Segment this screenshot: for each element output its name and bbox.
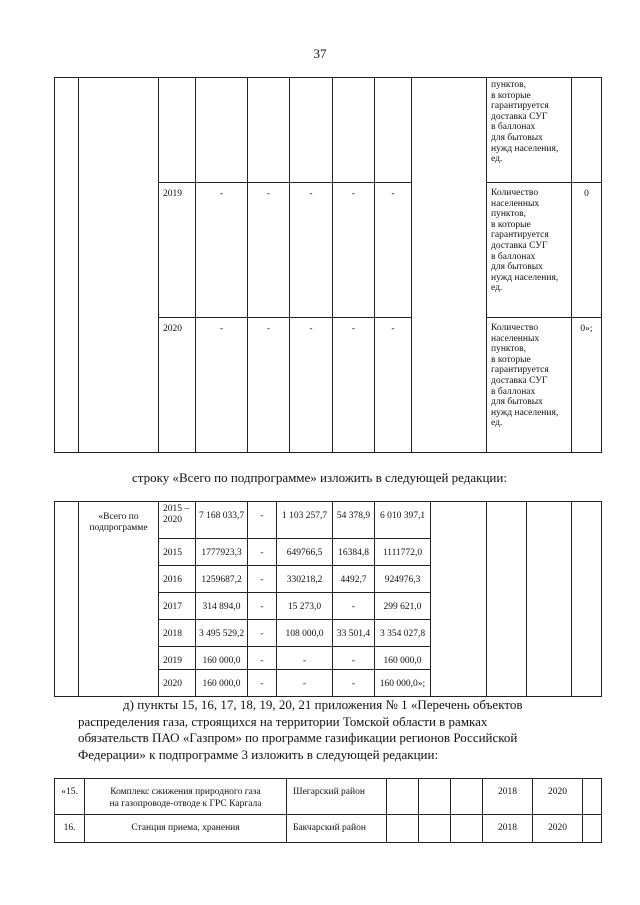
paragraph-line: Федерации» к подпрограмме 3 изложить в следующей редакции:	[78, 746, 439, 762]
year-cell: 2017	[159, 593, 196, 620]
amount-other: 3 354 027,8	[375, 620, 431, 647]
paragraph-line: распределения газа, строящихся на территории Томской области в рамках	[78, 713, 488, 729]
target-value: 0»;	[572, 318, 602, 453]
value-cell: -	[248, 183, 290, 318]
value-cell: -	[290, 183, 333, 318]
empty-cell	[527, 502, 572, 697]
amount-local: -	[333, 647, 375, 670]
value-cell: -	[375, 183, 412, 318]
start-year: 2018	[483, 779, 533, 815]
empty-cell	[451, 815, 483, 843]
empty-cell	[196, 78, 248, 183]
indicator-cell	[487, 78, 572, 183]
year-cell: 2015	[159, 539, 196, 566]
amount-local: -	[333, 593, 375, 620]
amount-other: 1111772,0	[375, 539, 431, 566]
amount-local: 4492,7	[333, 566, 375, 593]
empty-cell	[387, 779, 419, 815]
year-cell	[159, 502, 196, 539]
amount-total: 160 000,0	[196, 647, 248, 670]
object-name	[85, 779, 287, 815]
end-year: 2020	[533, 779, 583, 815]
empty-cell	[487, 502, 527, 697]
empty-cell	[419, 779, 451, 815]
name-line: на газопроводе-отводе к ГРС Каргала	[109, 798, 262, 809]
amount-other: 160 000,0	[375, 647, 431, 670]
amount-federal: -	[248, 593, 277, 620]
amount-regional: 330218,2	[277, 566, 333, 593]
table-row	[55, 779, 602, 815]
amount-regional: 15 273,0	[277, 593, 333, 620]
year-cell: 2018	[159, 620, 196, 647]
value-cell: -	[196, 318, 248, 453]
item-number: 16.	[55, 815, 85, 843]
indicator-line: нужд населения,	[491, 143, 559, 154]
subprogram-indicators-table	[54, 77, 602, 453]
indicator-line: ед.	[491, 283, 503, 294]
indicator-cell	[487, 183, 572, 318]
paragraph-line: обязательств ПАО «Газпром» по программе газификации регионов Российской	[78, 730, 518, 745]
page-number: 37	[313, 46, 327, 61]
start-year: 2018	[483, 815, 533, 843]
total-label	[79, 502, 159, 697]
indicator-line: для бытовых	[491, 132, 543, 143]
amount-federal: -	[248, 670, 277, 697]
district-cell: Шегарский район	[287, 779, 387, 815]
indicator-line: доставка СУГ	[491, 240, 548, 251]
end-year: 2020	[533, 815, 583, 843]
indicator-line: гарантируется	[491, 230, 549, 241]
indicator-line: гарантируется	[491, 101, 549, 112]
amount-regional: -	[277, 670, 333, 697]
indicator-line: нужд населения,	[491, 407, 559, 418]
indicator-line: пунктов,	[491, 344, 527, 355]
amount-other: 160 000,0»;	[375, 670, 431, 697]
amount-total: 1259687,2	[196, 566, 248, 593]
amount-regional: -	[277, 647, 333, 670]
empty-cell	[387, 815, 419, 843]
paragraph-line: д) пункты 15, 16, 17, 18, 19, 20, 21 приложения № 1 «Перечень объектов	[123, 697, 523, 712]
indicator-line: ед.	[491, 154, 503, 165]
empty-cell	[290, 78, 333, 183]
table-row	[55, 815, 602, 843]
district-cell: Бакчарский район	[287, 815, 387, 843]
indicator-line: в которые	[491, 90, 531, 101]
amount-local: 33 501,4	[333, 620, 375, 647]
indicator-line: в которые	[491, 219, 531, 230]
empty-cell	[583, 815, 602, 843]
value-cell: -	[333, 183, 375, 318]
indicator-line: ед.	[491, 418, 503, 429]
target-value: 0	[572, 183, 602, 318]
indicator-line: гарантируется	[491, 365, 549, 376]
empty-cell	[572, 502, 602, 697]
year-cell: 2020	[159, 318, 196, 453]
indicator-line: пунктов,	[491, 209, 527, 220]
value-cell: -	[333, 318, 375, 453]
empty-cell	[431, 502, 487, 697]
amount-federal: -	[248, 647, 277, 670]
object-name	[85, 815, 287, 843]
amount-other: 924976,3	[375, 566, 431, 593]
amount-local: 54 378,9	[333, 502, 375, 539]
indicator-line: в баллонах	[491, 386, 536, 397]
amount-local: -	[333, 670, 375, 697]
amount-federal: -	[248, 539, 277, 566]
empty-cell	[55, 502, 79, 697]
gas-objects-table	[54, 778, 602, 843]
empty-cell	[55, 78, 79, 453]
amount-regional: 108 000,0	[277, 620, 333, 647]
amount-federal: -	[248, 620, 277, 647]
item-number: «15.	[55, 779, 85, 815]
empty-cell	[248, 78, 290, 183]
amount-other: 299 621,0	[375, 593, 431, 620]
indicator-line: доставка СУГ	[491, 111, 548, 122]
value-cell: -	[375, 318, 412, 453]
label-line: «Всего по	[98, 512, 139, 522]
year-cell: 2020	[159, 670, 196, 697]
indicator-line: для бытовых	[491, 262, 543, 273]
value-cell: -	[290, 318, 333, 453]
value-cell: -	[248, 318, 290, 453]
amount-local: 16384,8	[333, 539, 375, 566]
amount-total: 160 000,0	[196, 670, 248, 697]
empty-cell	[451, 779, 483, 815]
amount-total: 1777923,3	[196, 539, 248, 566]
year-cell: 2019	[159, 647, 196, 670]
indicator-line: в баллонах	[491, 122, 536, 133]
indicator-line: для бытовых	[491, 397, 543, 408]
empty-cell	[583, 779, 602, 815]
amount-total: 314 894,0	[196, 593, 248, 620]
indicator-line: Количество	[491, 188, 539, 198]
empty-cell	[333, 78, 375, 183]
indicator-line: Количество	[491, 323, 539, 333]
label-line: подпрограмме	[89, 523, 148, 533]
amount-other: 6 010 397,1	[375, 502, 431, 539]
name-line: Комплекс сжижения природного газа	[110, 787, 261, 797]
empty-cell	[572, 78, 602, 183]
empty-cell	[375, 78, 412, 183]
indicator-line: нужд населения,	[491, 272, 559, 283]
amount-total: 3 495 529,2	[196, 620, 248, 647]
value-cell: -	[196, 183, 248, 318]
empty-cell	[412, 78, 487, 453]
indicator-line: пунктов,	[491, 80, 527, 90]
amount-federal: -	[248, 566, 277, 593]
amount-federal: -	[248, 502, 277, 539]
empty-cell	[79, 78, 159, 453]
indicator-cell	[487, 318, 572, 453]
indicator-line: населенных	[491, 333, 540, 344]
empty-cell	[159, 78, 196, 183]
table-row	[55, 502, 602, 539]
amount-regional: 1 103 257,7	[277, 502, 333, 539]
instruction-text: строку «Всего по подпрограмме» изложить в следующей редакции:	[132, 470, 507, 485]
name-line: Станция приема, хранения	[131, 823, 240, 833]
year-line: 2020	[163, 515, 182, 525]
amendment-paragraph	[78, 697, 598, 763]
empty-cell	[419, 815, 451, 843]
indicator-line: в баллонах	[491, 251, 536, 262]
amount-total: 7 168 033,7	[196, 502, 248, 539]
indicator-line: населенных	[491, 198, 540, 209]
amount-regional: 649766,5	[277, 539, 333, 566]
indicator-line: в которые	[491, 354, 531, 365]
indicator-line: доставка СУГ	[491, 375, 548, 386]
subprogram-total-table	[54, 501, 602, 697]
year-line: 2015 –	[163, 504, 190, 514]
year-cell: 2016	[159, 566, 196, 593]
year-cell: 2019	[159, 183, 196, 318]
